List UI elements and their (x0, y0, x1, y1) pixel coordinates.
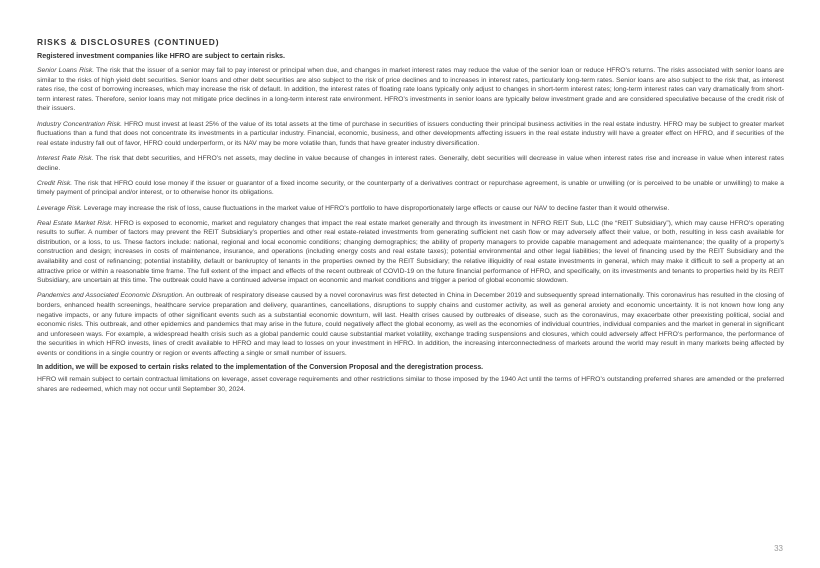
risk-disclosures-page (37, 37, 784, 400)
paragraph-body: Leverage may increase the risk of loss, cause fluctuations in the market value of HFRO’s portfolio to have disproportionately large effects or cause our NAV to decline faster than it would otherwise. (82, 204, 670, 212)
senior-loans-risk-paragraph (37, 66, 784, 114)
paragraph-body: HFRO must invest at least 25% of the value of its total assets at the time of purchase in securities of issuers conducting their principal business activities in the real estate industry. HFRO may be subject to greater market fluctuations than a fund that does not concentrate its investments in a particular industry. Financial, economic, business, and other developments affecting issuers in the real estate industry will have a greater effect on HFRO, and if securities of the real estate industry fall out of favor, HFRO could underperform, or its NAV may be more volatile than, funds that have greater industry diversification. (37, 120, 785, 147)
paragraph-body: The risk that HFRO could lose money if the issuer or guarantor of a fixed income security, or the counterparty of a derivatives contract or repurchase agreement, is unable or unwilling (or is perceived to be unable or unwilling) to make a timely payment of principal and/or interest, or to otherwise honor its obligations. (37, 179, 784, 197)
paragraph-body: The risk that the issuer of a senior may fail to pay interest or principal when due, and changes in market interest rates may reduce the value of the senior loan or reduce HFRO’s returns. The risks associated with senior loans are similar to the risks of high yield debt securities. Senior loans and other debt securities are also subject to the risk of price declines and to increases in interest rates, particularly long-term rates. Senior loans are also subject to the risk that, as interest rates rise, the cost of borrowing increases, which may increase the risk of default. In addition, the interest rates of floating rate loans typically only adjust to changes in short-term interest rates; long-term interest rates can vary dramatically from short-term interest rates. Therefore, senior loans may not mitigate price declines in a long-term interest rate environment. HFRO’s investments in senior loans are typically below investment grade and are considered speculative because of the credit risk of their issuers. (37, 67, 785, 113)
closing-paragraph: HFRO will remain subject to certain contractual limitations on leverage, asset coverage requirements and other restrictions similar to those imposed by the 1940 Act until the terms of HFRO’s outstanding preferred shares are amended or the preferred shares are redeemed, which may not occur until September 30, 2024. (37, 376, 784, 393)
paragraph-lead: Industry Concentration Risk. (37, 120, 123, 128)
paragraph-lead: Credit Risk. (37, 179, 73, 187)
industry-concentration-risk-paragraph (37, 120, 784, 149)
paragraph-lead: Pandemics and Associated Economic Disruption. (37, 292, 185, 300)
page-title: RISKS & DISCLOSURES (CONTINUED) (37, 37, 220, 47)
paragraph-body: HFRO is exposed to economic, market and regulatory changes that impact the real estate market generally and through its investment in NFRO REIT Sub, LLC (the “REIT Subsidiary”), which may cause HFRO’s operating results to suffer. A number of factors may prevent the REIT Subsidiary’s properties and other real estate-related investments from generating sufficient net cash flow or may adversely affect their value, or both, resulting in less cash available for distribution, or a loss, to us. These factors include: national, regional and local economic conditions; changing demographics; the ability of property managers to provide capable management and adequate maintenance; the quality of a property’s construction and design; increases in costs of maintenance, insurance, and operations (including energy costs and real estate taxes); potential environmental and other legal liabilities; the level of financing used by the REIT Subsidiary and the availability and cost of refinancing; potential instability, default or bankruptcy of tenants in the properties owned by the REIT Subsidiary; the relative illiquidity of real estate investments in general, which may make it difficult to sell a property at an attractive price or within a reasonable time frame. The full extent of the impact and effects of the recent outbreak of COVID-19 on the future financial performance of HFRO, and specifically, on its investments and tenants to properties held by its REIT Subsidiary, are uncertain at this time. The outbreak could have a continued adverse impact on economic and market conditions and trigger a period of global economic slowdown. (37, 219, 784, 285)
pandemics-risk-paragraph (37, 291, 784, 358)
conversion-proposal-heading: In addition, we will be exposed to certain risks related to the implementation of the Conversion Proposal and the deregistration process. (37, 364, 484, 372)
paragraph-lead: Senior Loans Risk. (37, 67, 95, 74)
paragraph-body: The risk that debt securities, and HFRO’s net assets, may decline in value because of changes in interest rates. Generally, debt securities will decrease in value when interest rates rise and increase in value when interest rates decline. (37, 154, 784, 172)
interest-rate-risk-paragraph (37, 154, 784, 173)
paragraph-body: An outbreak of respiratory disease caused by a novel coronavirus was first detected in China in December 2019 and subsequently spread internationally. This coronavirus has resulted in the closing of borders, enhanced health screenings, healthcare service preparation and delivery, quarantines, cancellations, disruptions to supply chains and customer activity, as well as general anxiety and economic uncertainty. It is not known how long any negative impacts, or any future impacts of other significant events such as a substantial economic downturn, will last. Health crises caused by outbreaks of disease, such as the coronavirus, may exacerbate other preexisting political, social and economic risks. This outbreak, and other epidemics and pandemics that may arise in the future, could negatively affect the global economy, as well as the economies of individual countries, individual companies and the market in general in significant and unforeseen ways. For example, a widespread health crisis such as a global pandemic could cause substantial market volatility, exchange trading suspensions and closures, which could adversely affect HFRO’s performance, the performance of the securities in which HFRO invests, lines of credit available to HFRO and may lead to losses on your investment in HFRO. In addition, the increasing interconnectedness of markets around the world may result in many markets being affected by events or conditions in a single country or region or events affecting a single or small number of issuers. (37, 292, 784, 357)
paragraph-lead: Real Estate Market Risk. (37, 219, 113, 227)
real-estate-market-risk-paragraph (37, 219, 784, 286)
credit-risk-paragraph (37, 179, 784, 198)
page-subtitle: Registered investment companies like HFRO are subject to certain risks. (37, 51, 286, 60)
paragraph-lead: Leverage Risk. (37, 204, 83, 212)
leverage-risk-paragraph (37, 204, 784, 214)
paragraph-lead: Interest Rate Risk. (37, 154, 94, 162)
page-number: 33 (774, 544, 783, 553)
